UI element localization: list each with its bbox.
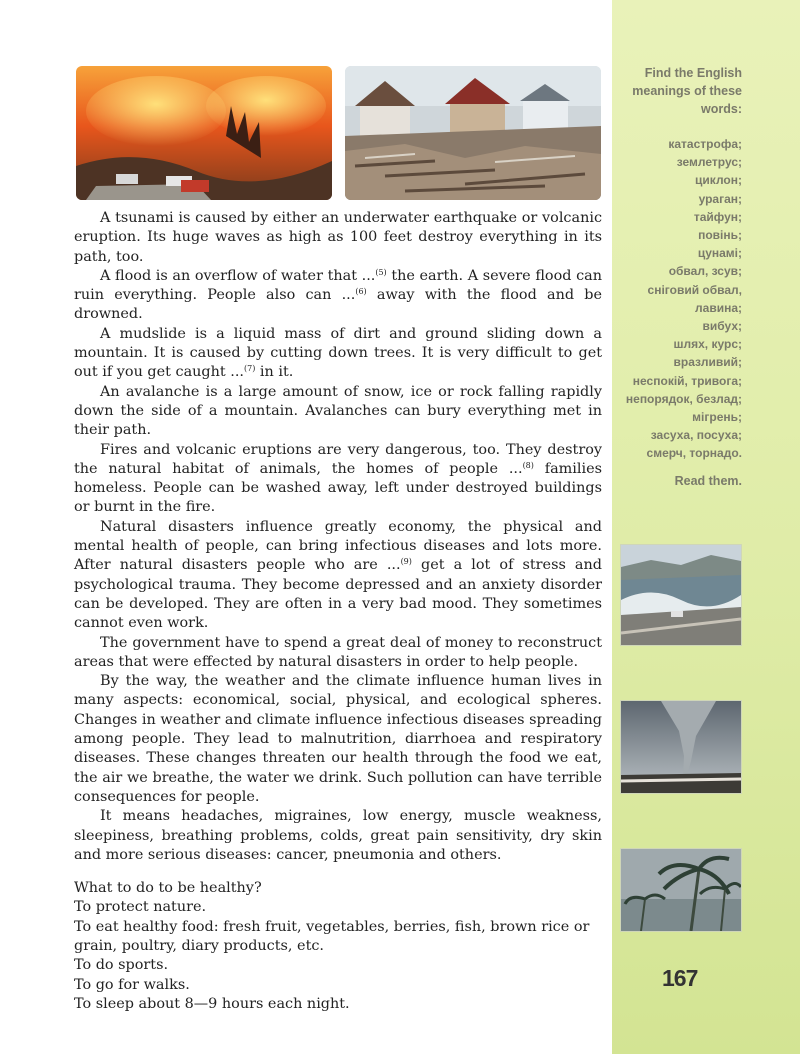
vocab-item: мігрень; (692, 410, 742, 425)
paragraph-mudslide: A mudslide is a liquid mass of dirt and ground sliding down a mountain. It is caused by cutting down trees. It is very difficult to get out if you get caught ...$^{(7)}$ in it. (74, 325, 602, 381)
paragraph-tsunami: A tsunami is caused by either an underwater earthquake or volcanic eruption. Its huge waves as high as 100 feet destroy everything in its path, too. (74, 210, 602, 265)
vocab-item: непорядок, безлад; (625, 391, 742, 406)
paragraph-flood: A flood is an overflow of water that ...$^{(5)}$ the earth. A severe flood can ruin everything. People also can ...$^{(6)}$ away with the flood and be drowned. (74, 267, 602, 323)
healthy-tips (74, 879, 602, 1014)
sidebar (612, 0, 800, 1054)
gap-number: (9) (400, 557, 412, 567)
vocab-item: лавина; (695, 300, 742, 315)
tornado-photo (620, 700, 742, 794)
tip-item: To go for walks. (74, 976, 190, 993)
vocab-item: ураган; (698, 191, 742, 206)
heading-line: Find the English (644, 66, 742, 80)
heading-line: meanings of these (632, 84, 742, 98)
article-body (74, 209, 602, 1014)
page-number: 167 (662, 965, 698, 991)
vocab-item: вразливий; (673, 355, 742, 370)
vocab-item: вибух; (702, 319, 742, 334)
vocabulary-list (572, 135, 742, 463)
tip-item: To protect nature. (74, 899, 207, 916)
paragraph-symptoms: It means headaches, migraines, low energy, muscle weakness, sleepiness, breathing problems, colds, great pain sensitivity, dry skin and more serious diseases: cancer, pneumonia and others. (74, 808, 602, 863)
paragraph-weather-climate: By the way, the weather and the climate influence human lives in many aspects: economical, social, physical, and ecological spheres. Changes in weather and climate influence infectious diseases spreading among people. They lead to malnutrition, diarrhoea and respiratory diseases. These changes threaten our health through the food we eat, the air we breathe, the water we drink. Such pollution can have terrible consequences for people. (74, 673, 602, 805)
vocab-item: неспокій, тривога; (632, 373, 742, 388)
vocab-item: катастрофа; (668, 137, 742, 151)
destroyed-houses-photo (345, 66, 601, 200)
vocab-item: шлях, курс; (673, 337, 742, 352)
vocab-item: тайфун; (693, 209, 742, 224)
tip-item: To sleep about 8—9 hours each night. (74, 995, 350, 1012)
vocab-item: сніговий обвал, (647, 282, 742, 297)
tips-question: What to do to be healthy? (74, 880, 262, 897)
vocab-item: землетрус; (676, 155, 742, 170)
vocab-item: циклон; (695, 173, 742, 188)
gap-number: (7) (243, 364, 256, 374)
vocab-item: засуха, посуха; (650, 428, 742, 443)
paragraph-government: The government have to spend a great deal of money to reconstruct areas that were effected by natural disasters in order to help people. (74, 634, 602, 670)
hurricane-palms-photo (620, 848, 742, 932)
paragraph-avalanche: An avalanche is a large amount of snow, ice or rock falling rapidly down the side of a mountain. Avalanches can bury everything met in their path. (74, 383, 602, 439)
wildfire-photo (76, 66, 332, 200)
paragraph-disasters-influence: Natural disasters influence greatly economy, the physical and mental health of people, can bring infectious diseases and lots more. After natural disasters people who are ...$^{(9)}$ get a lot of stress and psychological trauma. They become depressed and an anxiety disorder can be developed. They are often in a very bad mood. They sometimes cannot even work. (74, 518, 602, 632)
gap-number: (6) (355, 287, 367, 297)
tip-item: To do sports. (74, 957, 169, 974)
read-them-instruction: Read them. (674, 474, 742, 488)
tsunami-wave-photo (620, 544, 742, 646)
sidebar-heading (592, 64, 742, 118)
heading-line: words: (701, 102, 742, 116)
gap-number: (8) (522, 460, 534, 470)
vocab-item: повінь; (698, 228, 742, 243)
gap-number: (5) (375, 267, 387, 277)
vocab-item: цунамі; (697, 246, 742, 261)
vocab-item: обвал, зсув; (668, 264, 742, 279)
vocab-item: смерч, торнадо. (646, 446, 742, 461)
tip-item: To eat healthy food: fresh fruit, vegetables, berries, fish, brown rice or grain, poultry, diary products, etc. (74, 918, 590, 954)
paragraph-fires: Fires and volcanic eruptions are very dangerous, too. They destroy the natural habitat of animals, the homes of people ...$^{(8)}$ families homeless. People can be washed away, left under destroyed buildings or burnt in the fire. (74, 441, 603, 516)
